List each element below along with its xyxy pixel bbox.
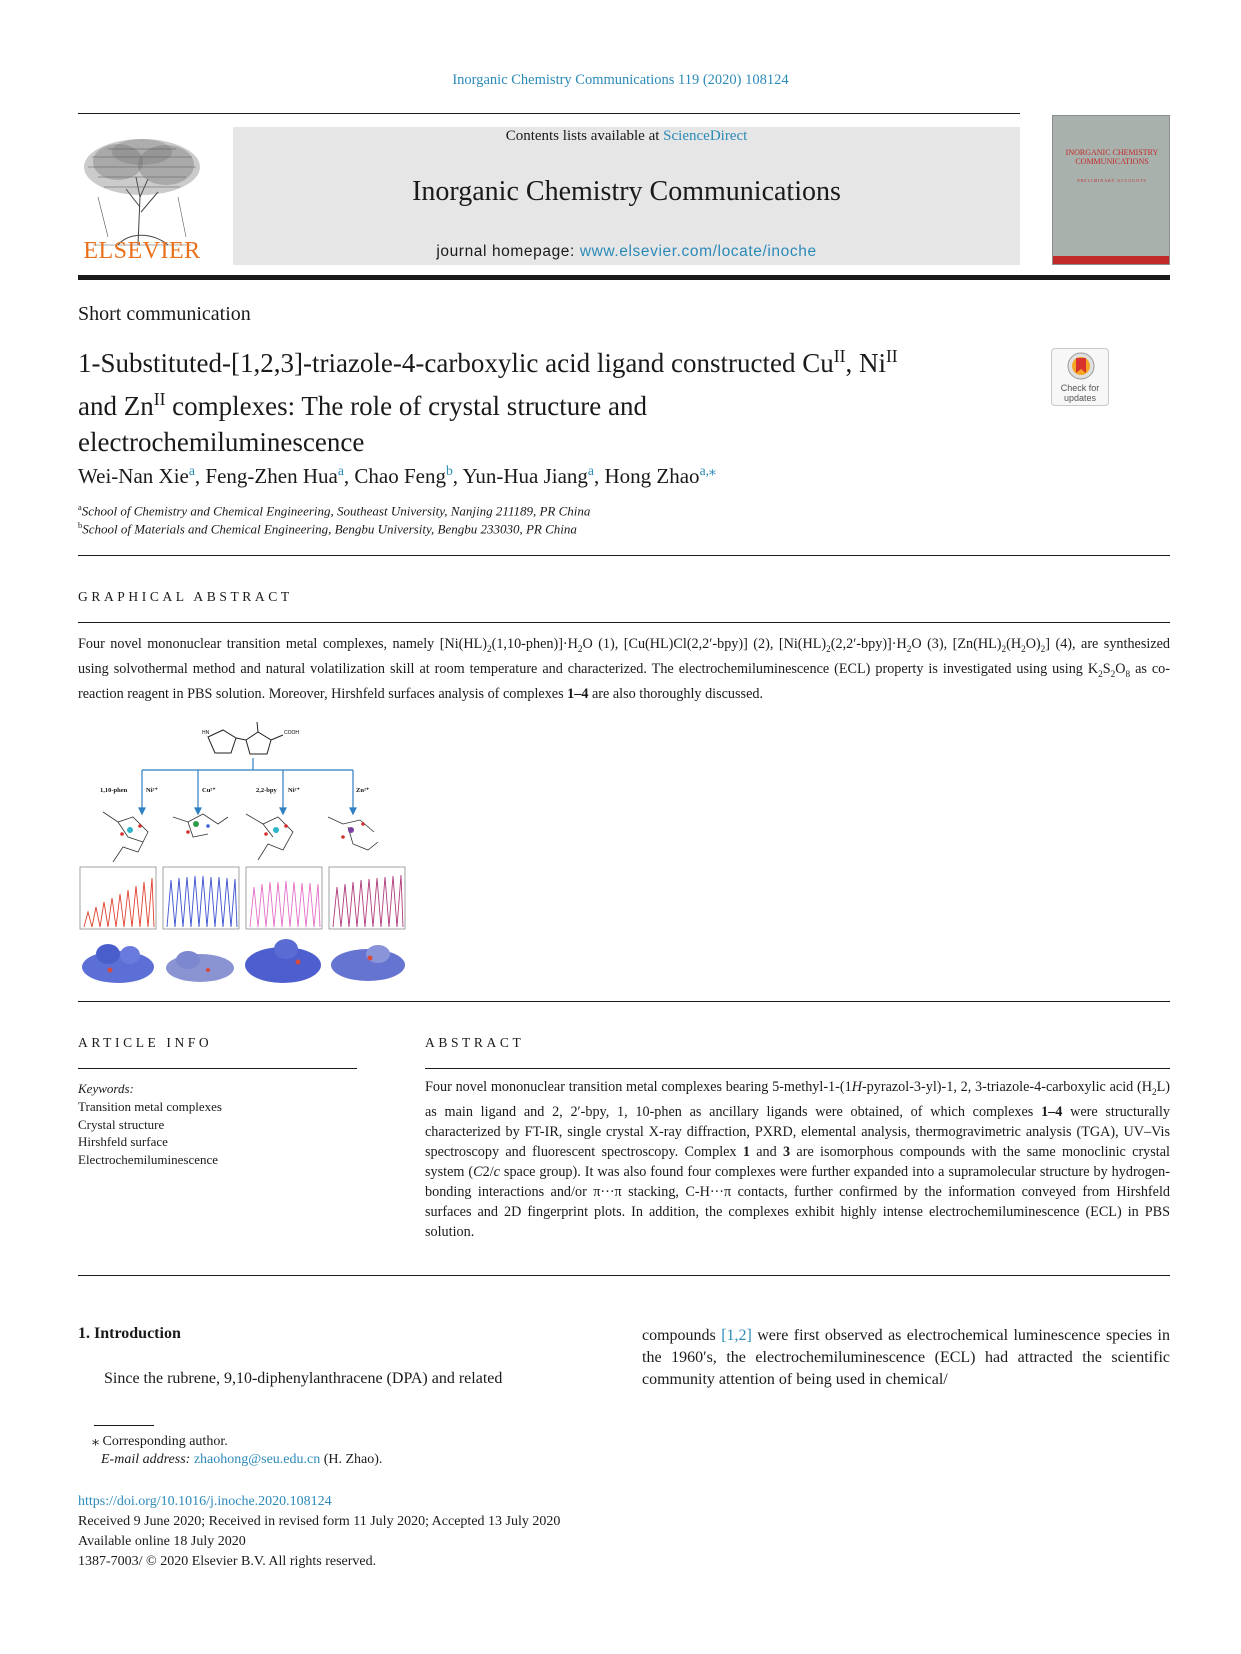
author-name[interactable]: Feng-Zhen Hua [205, 464, 338, 488]
author-affiliation-mark[interactable]: a [188, 463, 195, 478]
keyword-item[interactable]: Electrochemiluminescence [78, 1152, 219, 1167]
figure-label-cu: Cu²⁺ [202, 787, 216, 794]
elsevier-wordmark: ELSEVIER [83, 238, 201, 264]
affiliation-b [78, 520, 577, 537]
check-for-updates-label: Check for updates [1060, 383, 1100, 403]
affiliation-mark: b [78, 520, 83, 530]
article-type: Short communication [78, 303, 251, 325]
journal-title: Inorganic Chemistry Communications [412, 176, 841, 207]
introduction-text-left: Since the rubrene, 9,10-diphenylanthracene (DPA) and related [104, 1370, 503, 1387]
graphical-abstract-heading: GRAPHICAL ABSTRACT [78, 589, 293, 604]
email-line [101, 1452, 382, 1468]
graphical-abstract-text: Four novel mononuclear transition metal complexes, namely $[Ni(HL)_2(1,10-phen)]\cdot H_2O$ (1), [Cu(HL)Cl(2,2′-bpy)] (2), $[Ni(HL)_2(2,2'-bpy)]\cdot H_2O$ (3), $[Zn(HL)_2(H_2O)_2]$ (4), are synthesized using solvothermal method and natural volatilization skill at room temperature and characterized. The electrochemiluminescence (ECL) property is investigated using using $K_2S_2O_8$ as co-reaction reagent in PBS solution. Moreover, Hirshfeld surfaces analysis of complexes 1–4 are also thoroughly discussed. [78, 636, 1171, 702]
figure-cooh-label: COOH [284, 730, 299, 736]
affiliation-mark: a [78, 502, 82, 512]
cover-red-bar [1053, 256, 1169, 264]
author-affiliation-mark[interactable]: a [337, 463, 344, 478]
author-list: Wei-Nan Xie$^a$, Feng-Zhen Hua$^a$, Chao Feng$^b$, Yun-Hua Jiang$^a$, Hong Zhao$^{a,⁎}$ [78, 463, 716, 488]
article-title [78, 338, 1038, 460]
figure-label-phen: 1,10-phen [100, 787, 128, 794]
corresponding-author-note: ⁎ Corresponding author. [92, 1434, 228, 1449]
divider [78, 622, 1170, 623]
figure-label-ni: Ni²⁺ [146, 787, 158, 794]
figure-label-bpy: 2,2-bpy [256, 787, 277, 794]
divider [78, 1068, 357, 1069]
author-affiliation-mark[interactable]: b [445, 463, 453, 478]
contents-prefix: Contents lists available at [505, 128, 664, 144]
available-online: Available online 18 July 2020 [78, 1534, 246, 1549]
figure-label-zn: Zn²⁺ [356, 787, 370, 794]
journal-reference-link[interactable]: Inorganic Chemistry Communications 119 (2020) 108124 [452, 72, 789, 88]
abstract-heading: ABSTRACT [425, 1035, 525, 1050]
affiliation-text: School of Chemistry and Chemical Engineering, Southeast University, Nanjing 211189, PR China [81, 503, 591, 519]
cover-subtitle: PRELIMINARY ACCOUNTS [1077, 178, 1147, 183]
article-info-heading: ARTICLE INFO [78, 1035, 213, 1050]
keyword-item[interactable]: Hirshfeld surface [78, 1134, 168, 1149]
author-name[interactable]: Yun-Hua Jiang [462, 464, 588, 488]
author-name[interactable]: Chao Feng [354, 464, 446, 488]
figure-label-ni2: Ni²⁺ [288, 787, 300, 794]
email-label: E-mail address: [101, 1452, 194, 1467]
author-affiliation-mark[interactable]: a,⁎ [699, 463, 716, 478]
title-sup-ni: II [885, 346, 898, 366]
bookmark-icon [1052, 349, 1110, 383]
author-affiliation-mark[interactable]: a [587, 463, 594, 478]
keyword-item[interactable]: Crystal structure [78, 1117, 165, 1132]
homepage-link[interactable]: www.elsevier.com/locate/inoche [579, 243, 817, 260]
title-part4: complexes: The role of crystal structure and [165, 391, 648, 421]
author-name[interactable]: Hong Zhao [604, 464, 700, 488]
copyright: 1387-7003/ © 2020 Elsevier B.V. All rights reserved. [78, 1554, 377, 1569]
title-part2: , Ni [845, 348, 886, 378]
email-suffix: (H. Zhao). [320, 1452, 383, 1467]
title-sup-cu: II [833, 346, 846, 366]
contents-line [233, 128, 1020, 145]
journal-homepage [233, 243, 1020, 261]
received-dates: Received 9 June 2020; Received in revised form 11 July 2020; Accepted 13 July 2020 [78, 1514, 561, 1529]
divider [78, 555, 1170, 556]
abstract-text: Four novel mononuclear transition metal complexes bearing 5-methyl-1-(1H-pyrazol-3-yl)-1, 2, 3-triazole-4-carboxylic acid $(H_2L)$ as main ligand and 2, 2′-bpy, 1, 10-phen as ancillary ligands were obtained, of which complexes 1–4 were structurally characterized by FT-IR, single crystal X-ray diffraction, PXRD, elemental analysis, thermogravimetric analysis (TGA), UV–Vis spectroscopy and fluorescent spectroscopy. Complex 1 and 3 are isomorphous compounds with the same monoclinic crystal system (C2/c space group). It was also found four complexes were further expanded into a supramolecular structure by hydrogen-bonding interactions and/or π···π stacking, C-H···π contacts, further confirmed by the information conveyed from Hirshfeld surfaces and 2D fingerprint plots. In addition, the complexes exhibit highly intense electrochemiluminescence (ECL) in PBS solution. [425, 1079, 1170, 1240]
homepage-prefix: journal homepage: [436, 243, 580, 260]
email-link[interactable]: zhaohong@seu.edu.cn [193, 1452, 321, 1467]
affiliation-a [78, 502, 590, 519]
title-part5: electrochemiluminescence [78, 427, 365, 457]
sciencedirect-link[interactable]: ScienceDirect [663, 128, 748, 144]
footnote-rule [94, 1425, 154, 1426]
title-sup-zn: II [153, 389, 166, 409]
thick-header-rule [78, 275, 1170, 280]
introduction-heading: 1. Introduction [78, 1325, 181, 1342]
affiliation-text: School of Materials and Chemical Engineering, Bengbu University, Bengbu 233030, PR China [82, 521, 577, 537]
figure-nh-label: HN [202, 730, 210, 736]
cover-title: INORGANIC CHEMISTRY COMMUNICATIONS [1065, 148, 1159, 166]
divider [78, 1001, 1170, 1002]
author-name[interactable]: Wei-Nan Xie [78, 464, 189, 488]
introduction-text-right: compounds [1,2] were first observed as electrochemical luminescence species in the 1960′s, the electrochemiluminescence (ECL) had attracted the scientific community attention of being used in chemical/ [642, 1327, 1170, 1388]
divider [425, 1068, 1170, 1069]
graphical-abstract-figure [78, 722, 418, 992]
keywords-label: Keywords: [78, 1081, 134, 1096]
divider [78, 1275, 1170, 1276]
title-part3: and Zn [78, 391, 154, 421]
keyword-item[interactable]: Transition metal complexes [78, 1099, 222, 1114]
title-part1: 1-Substituted-[1,2,3]-triazole-4-carboxylic acid ligand constructed Cu [78, 348, 834, 378]
doi-link[interactable]: https://doi.org/10.1016/j.inoche.2020.108124 [78, 1494, 332, 1509]
header-rule [78, 113, 1020, 114]
journal-cover-thumbnail[interactable] [1052, 115, 1170, 265]
